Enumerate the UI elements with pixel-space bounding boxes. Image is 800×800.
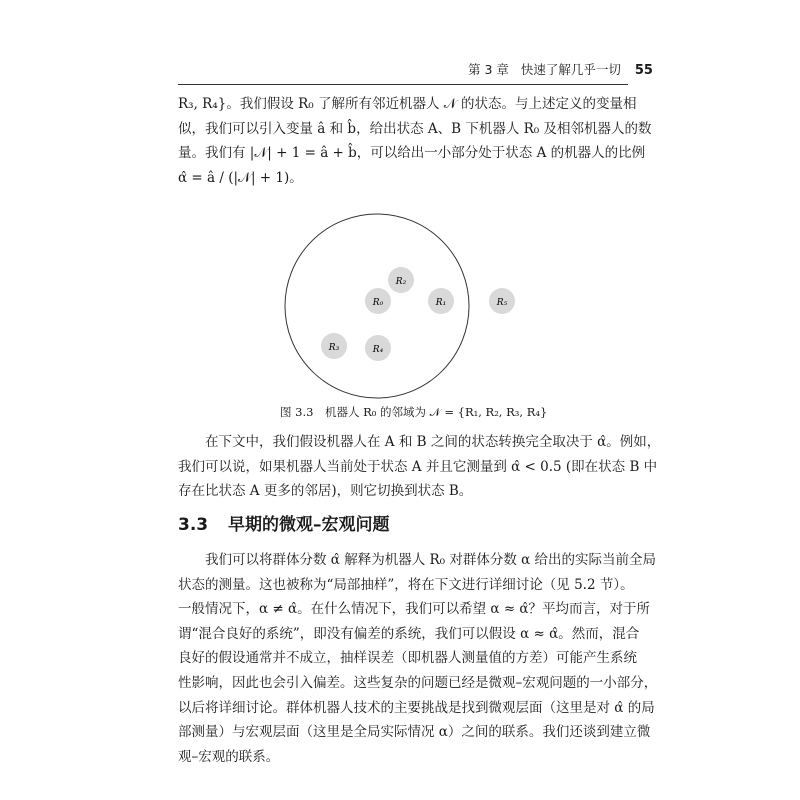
paragraph-2 <box>178 430 661 504</box>
robot-node <box>489 288 515 314</box>
figure-caption: 图 3.3 机器人 R₀ 的邻域为 𝒩 = {R₁, R₂, R₃, R₄} <box>280 405 548 419</box>
text-line: 良好的假设通常并不成立，抽样误差（即机器人测量值的方差）可能产生系统 <box>178 650 637 667</box>
text-line: 以后将详细讨论。群体机器人技术的主要挑战是找到微观层面（这里是对 α̂ 的局 <box>178 699 655 716</box>
text-line: 在下文中，我们假设机器人在 A 和 B 之间的状态转换完全取决于 α̂。例如， <box>205 434 661 450</box>
text-line: 性影响，因此也会引入偏差。这些复杂的问题已经是微观–宏观问题的一小部分， <box>178 674 658 691</box>
robot-label: R₂ <box>395 277 407 287</box>
text-line: 我们可以将群体分数 α̂ 解释为机器人 R₀ 对群体分数 α 给出的实际当前全局 <box>205 552 657 568</box>
paragraph-3 <box>178 548 658 769</box>
chapter-title: 快速了解几乎一切 <box>520 62 621 77</box>
robot-label: R₁ <box>435 298 447 308</box>
text-line: α̂ = â / (|𝒩| + 1)。 <box>178 169 303 186</box>
text-line: 一般情况下，α ≠ α̂。在什么情况下，我们可以希望 α ≈ α̂？平均而言，对于所 <box>178 601 651 618</box>
robot-node <box>365 288 391 314</box>
robot-label: R₅ <box>496 298 508 308</box>
text-line: R₃, R₄}。我们假设 R₀ 了解所有邻近机器人 𝒩 的状态。与上述定义的变量相 <box>178 96 637 112</box>
robot-label: R₃ <box>328 343 340 353</box>
text-line: 状态的测量。这也被称为“局部抽样”，将在下文进行详细讨论（见 5.2 节）。 <box>178 576 634 593</box>
section-title: 早期的微观–宏观问题 <box>228 515 390 535</box>
robot-node <box>388 267 414 293</box>
section-number: 3.3 <box>178 515 209 535</box>
robot-node <box>321 333 347 359</box>
text-line: 存在比状态 A 更多的邻居)，则它切换到状态 B。 <box>178 483 473 500</box>
robot-node <box>428 288 454 314</box>
page-number: 55 <box>634 63 653 78</box>
text-line: 似，我们可以引入变量 â 和 b̂，给出状态 A、B 下机器人 R₀ 及相邻机器人的数 <box>178 120 652 137</box>
section-heading <box>178 510 390 535</box>
text-line: 量。我们有 |𝒩| + 1 = â + b̂，可以给出一小部分处于状态 A 的机器人的比例 <box>178 145 646 162</box>
robot-label: R₄ <box>372 345 384 355</box>
robot-label: R₀ <box>372 298 384 308</box>
text-line: 我们可以说，如果机器人当前处于状态 A 并且它测量到 α̂ < 0.5 (即在状态 B 中 <box>178 458 658 475</box>
text-line: 谓“混合良好的系统”，即没有偏差的系统，我们可以假设 α ≈ α̂。然而，混合 <box>178 625 640 642</box>
chapter-label: 第 3 章 <box>468 62 509 77</box>
text-line: 部测量）与宏观层面（这里是全局实际情况 α）之间的联系。我们还谈到建立微 <box>178 724 651 741</box>
text-line: 观–宏观的联系。 <box>178 748 280 765</box>
robot-node <box>365 335 391 361</box>
